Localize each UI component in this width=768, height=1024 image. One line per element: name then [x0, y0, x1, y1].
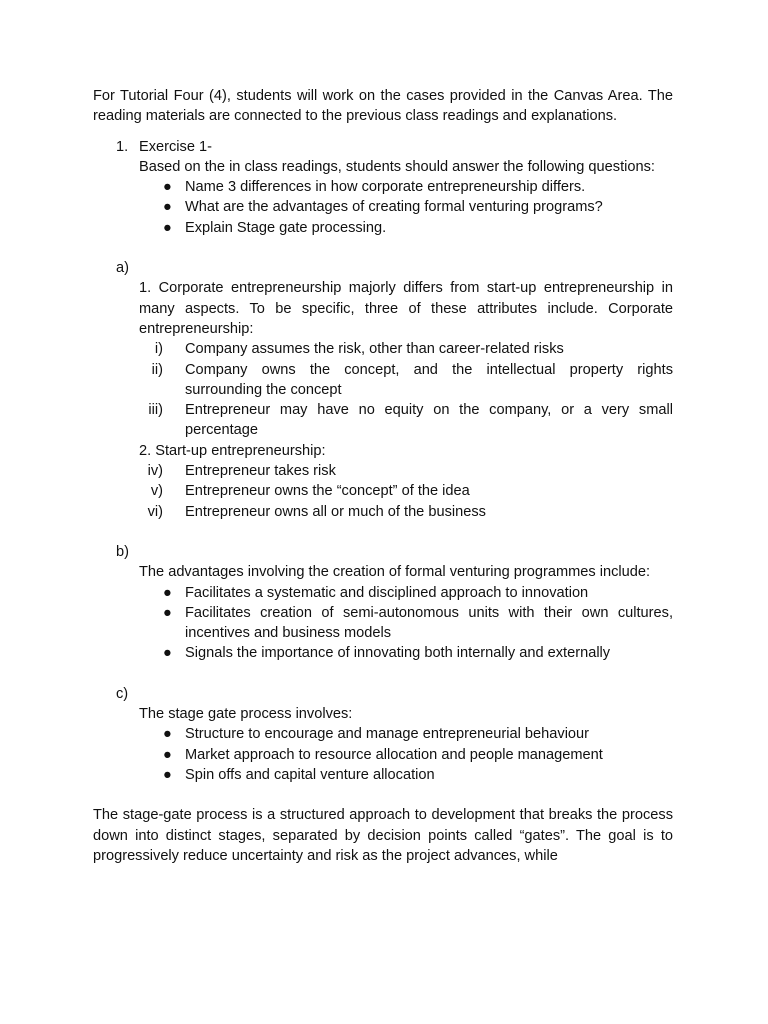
stage-gate-text: Market approach to resource allocation and people management: [185, 746, 603, 763]
bullet-icon: ●: [163, 219, 172, 236]
advantage-item: [163, 583, 673, 603]
roman-numeral: i): [154, 341, 163, 358]
section-c: [93, 684, 673, 785]
roman-numeral: iii): [148, 402, 163, 419]
advantage-item: [163, 603, 673, 644]
question-text: What are the advantages of creating formal venturing programs?: [185, 199, 603, 216]
corporate-item: [151, 360, 673, 401]
exercise-title: Exercise 1-: [139, 138, 212, 155]
exercise-number: 1.: [116, 138, 129, 155]
startup-item-text: Entrepreneur takes risk: [185, 463, 336, 480]
advantage-item: [163, 643, 673, 663]
question-item: [163, 197, 673, 217]
corporate-item-text: Entrepreneur may have no equity on the company, or a very small percentage: [185, 402, 673, 439]
corporate-item-text: Company assumes the risk, other than career-related risks: [185, 341, 564, 358]
section-b-label: b): [116, 543, 129, 560]
section-c-label: c): [116, 685, 129, 702]
section-a: [93, 258, 673, 522]
advantage-text: Facilitates a systematic and disciplined approach to innovation: [185, 584, 589, 601]
startup-item-text: Entrepreneur owns the “concept” of the idea: [185, 483, 470, 500]
roman-numeral: v): [150, 483, 163, 500]
stage-gate-text: Spin offs and capital venture allocation: [185, 766, 435, 783]
bullet-icon: ●: [163, 584, 172, 601]
stage-gate-item: [163, 724, 673, 744]
bullet-icon: ●: [163, 179, 172, 196]
stage-gate-item: [163, 745, 673, 765]
section-a-paragraph-1: 1. Corporate entrepreneurship majorly differs from start-up entrepreneurship in many aspects. To be specific, three of these attributes include. Corporate entrepreneurship:: [139, 280, 673, 337]
document-body: [93, 86, 673, 866]
stage-gate-item: [163, 765, 673, 785]
question-text: Explain Stage gate processing.: [185, 219, 387, 236]
closing-paragraph: The stage-gate process is a structured approach to development that breaks the process down into distinct stages, separated by decision points called “gates”. The goal is to progressively reduce uncertainty and risk as the project advances, while: [93, 807, 673, 864]
startup-item: [147, 461, 673, 481]
exercise-prompt: Based on the in class readings, students should answer the following questions:: [139, 158, 655, 175]
section-b-intro: The advantages involving the creation of formal venturing programmes include:: [139, 564, 651, 581]
section-b: [93, 542, 673, 664]
startup-item: [150, 481, 673, 501]
section-c-intro: The stage gate process involves:: [139, 706, 353, 723]
roman-numeral: ii): [151, 361, 163, 378]
question-item: [163, 218, 673, 238]
advantage-text: Facilitates creation of semi-autonomous units with their own cultures, incentives and business models: [185, 604, 673, 642]
question-item: [163, 177, 673, 197]
roman-numeral: iv): [147, 463, 163, 480]
bullet-icon: ●: [163, 604, 172, 621]
bullet-icon: ●: [163, 726, 172, 743]
question-text: Name 3 differences in how corporate entrepreneurship differs.: [185, 179, 586, 196]
exercise-1: [93, 137, 673, 238]
bullet-icon: ●: [163, 199, 172, 216]
stage-gate-text: Structure to encourage and manage entrepreneurial behaviour: [185, 726, 590, 743]
corporate-item-text: Company owns the concept, and the intellectual property rights surrounding the concept: [185, 361, 673, 398]
corporate-item: [148, 400, 673, 441]
bullet-icon: ●: [163, 746, 172, 763]
bullet-icon: ●: [163, 645, 172, 662]
startup-item: [147, 502, 673, 522]
section-a-paragraph-2: 2. Start-up entrepreneurship:: [139, 442, 326, 459]
corporate-item: [154, 339, 673, 359]
advantage-text: Signals the importance of innovating both internally and externally: [185, 645, 611, 662]
intro-paragraph: For Tutorial Four (4), students will work on the cases provided in the Canvas Area. The reading materials are connected to the previous class readings and explanations.: [93, 88, 673, 125]
bullet-icon: ●: [163, 766, 172, 783]
section-a-label: a): [116, 260, 129, 277]
roman-numeral: vi): [147, 503, 163, 520]
startup-item-text: Entrepreneur owns all or much of the business: [185, 503, 486, 520]
